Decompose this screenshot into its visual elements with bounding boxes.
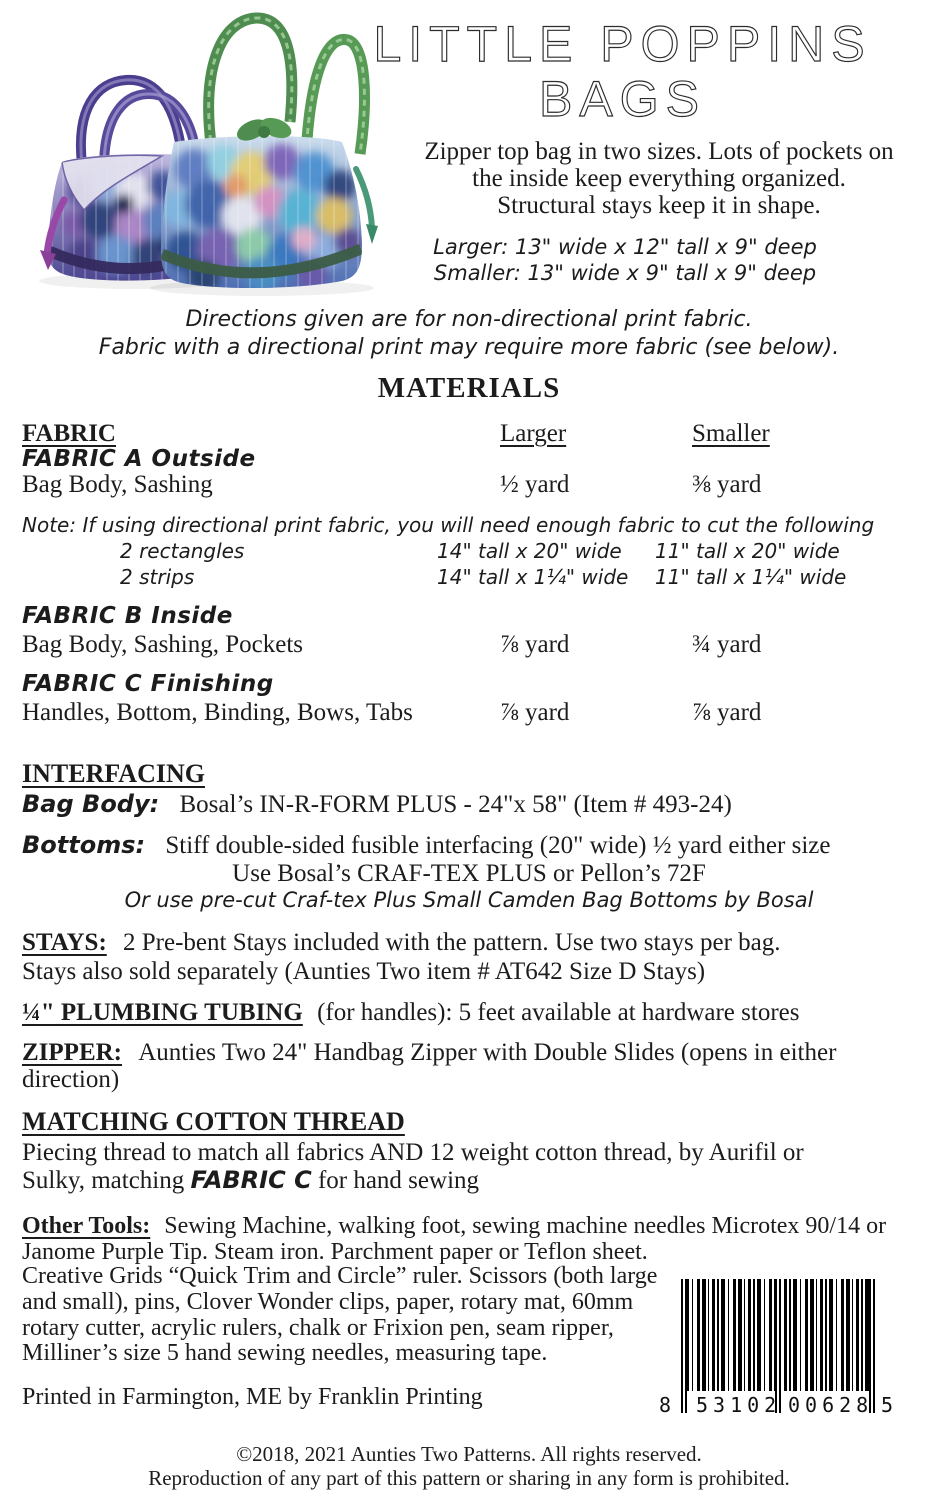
- fabric-a-smaller: ⅜ yard: [692, 471, 762, 498]
- size-smaller: Smaller: 13" wide x 9" tall x 9" deep: [433, 261, 817, 285]
- fabric-b-items: Bag Body, Sashing, Pockets: [22, 631, 304, 658]
- barcode-digit-right: 5: [881, 1393, 894, 1417]
- barcode-group1: 53102: [696, 1393, 782, 1417]
- size-larger: Larger: 13" wide x 12" tall x 9" deep: [433, 235, 817, 259]
- barcode-digit-left: 8: [659, 1393, 672, 1417]
- note-row-strips: [22, 565, 916, 589]
- thread-line2-before: Sulky, matching: [22, 1167, 191, 1194]
- interfacing-use-line: Use Bosal’s CRAF-TEX PLUS or Pellon’s 72F: [232, 860, 706, 887]
- materials-table-header: [22, 420, 916, 448]
- fabric-c-smaller: ⅞ yard: [692, 699, 762, 726]
- other-tools-row1: [22, 1213, 916, 1240]
- tubing-row: [22, 999, 916, 1027]
- fabric-c-heading: FABRIC C Finishing: [22, 671, 274, 697]
- other-tools-line: and small), pins, Clover Wonder clips, paper, rotary mat, 60mm: [22, 1289, 634, 1315]
- description-line: Zipper top bag in two sizes. Lots of pockets on: [424, 138, 894, 165]
- fabric-a-larger: ½ yard: [500, 471, 570, 498]
- other-tools-text1: Sewing Machine, walking foot, sewing machine needles Microtex 90/14 or: [164, 1213, 887, 1239]
- note-item: 2 rectangles: [120, 539, 245, 563]
- materials-heading: MATERIALS: [377, 372, 561, 404]
- bottoms-text: Stiff double-sided fusible interfacing (20" wide) ½ yard either size: [165, 832, 831, 859]
- interfacing-heading: INTERFACING: [22, 759, 205, 788]
- column-header-larger: Larger: [500, 420, 567, 447]
- other-tools-line: Janome Purple Tip. Steam iron. Parchment paper or Teflon sheet.: [22, 1239, 648, 1265]
- page-title: [350, 16, 895, 126]
- fabric-a-row: [22, 471, 916, 499]
- bag-description: [380, 138, 938, 219]
- fabric-b-smaller: ¾ yard: [692, 631, 762, 658]
- other-tools-line: Creative Grids “Quick Trim and Circle” ruler. Scissors (both large: [22, 1263, 658, 1289]
- stays-label: STAYS:: [22, 929, 107, 956]
- directions-line2: Fabric with a directional print may require more fabric (see below).: [98, 335, 840, 360]
- directional-print-note: [0, 306, 938, 362]
- fabric-a-heading: FABRIC A Outside: [22, 446, 256, 472]
- note-item: 2 strips: [120, 565, 195, 589]
- barcode: [655, 1279, 895, 1429]
- description-line: Structural stays keep it in shape.: [497, 192, 821, 219]
- thread-line2: [22, 1166, 916, 1195]
- directions-line1: Directions given are for non-directional print fabric.: [185, 307, 753, 332]
- fabric-a-items: Bag Body, Sashing: [22, 471, 213, 498]
- interfacing-bottoms-row: [22, 831, 916, 860]
- barcode-guard-left: [681, 1279, 687, 1413]
- size-specs: [350, 234, 900, 286]
- fabric-b-larger: ⅞ yard: [500, 631, 570, 658]
- footer-reproduction: Reproduction of any part of this pattern or sharing in any form is prohibited.: [148, 1466, 790, 1490]
- stays-row2: Stays also sold separately (Aunties Two item # AT642 Size D Stays): [22, 958, 706, 985]
- bottoms-label: Bottoms:: [22, 831, 146, 859]
- product-photo: [4, 4, 388, 296]
- other-tools-line: Milliner’s size 5 hand sewing needles, measuring tape.: [22, 1340, 548, 1366]
- fabric-c-larger: ⅞ yard: [500, 699, 570, 726]
- note-row-rectangles: [22, 539, 916, 563]
- fabric-c-row: [22, 699, 916, 727]
- barcode-group2: 00628: [788, 1393, 874, 1417]
- bag-body-text: Bosal’s IN-R-FORM PLUS - 24"x 58" (Item # 493-24): [179, 791, 732, 818]
- stays-text1: 2 Pre-bent Stays included with the pattern. Use two stays per bag.: [123, 929, 781, 956]
- note-larger: 14" tall x 20" wide: [437, 539, 622, 563]
- fabric-c-reference: FABRIC C: [190, 1166, 312, 1194]
- interfacing-precut-line: Or use pre-cut Craf-tex Plus Small Camden Bag Bottoms by Bosal: [124, 888, 814, 912]
- column-header-smaller: Smaller: [692, 420, 770, 447]
- zipper-text1: Aunties Two 24" Handbag Zipper with Double Slides (opens in either: [138, 1039, 837, 1066]
- thread-heading: MATCHING COTTON THREAD: [22, 1107, 405, 1136]
- title-line2: BAGS: [539, 71, 706, 127]
- note-smaller: 11" tall x 20" wide: [655, 539, 840, 563]
- directional-cut-note: Note: If using directional print fabric, you will need enough fabric to cut the following: [22, 513, 875, 537]
- zipper-row2: direction): [22, 1066, 120, 1093]
- thread-line2-after: for hand sewing: [317, 1167, 480, 1194]
- interfacing-bag-body-row: [22, 790, 916, 819]
- stays-row1: [22, 929, 916, 957]
- tubing-text: (for handles): 5 feet available at hardware stores: [317, 999, 800, 1026]
- bag-body-label: Bag Body:: [22, 790, 160, 818]
- zipper-row1: [22, 1039, 916, 1067]
- printed-note: Printed in Farmington, ME by Franklin Printing: [22, 1384, 483, 1410]
- footer-copyright: ©2018, 2021 Aunties Two Patterns. All rights reserved.: [236, 1442, 702, 1466]
- zipper-label: ZIPPER:: [22, 1039, 122, 1066]
- note-smaller: 11" tall x 1¼" wide: [655, 565, 847, 589]
- bags-illustration: [4, 4, 388, 296]
- fabric-b-row: [22, 631, 916, 659]
- tubing-label: ¼" PLUMBING TUBING: [22, 999, 303, 1026]
- fabric-b-heading: FABRIC B Inside: [22, 603, 233, 629]
- description-line: the inside keep everything organized.: [472, 165, 846, 192]
- fabric-c-items: Handles, Bottom, Binding, Bows, Tabs: [22, 699, 413, 726]
- other-tools-label: Other Tools:: [22, 1213, 151, 1239]
- column-header-fabric: FABRIC: [22, 420, 116, 447]
- other-tools-line: rotary cutter, acrylic rulers, chalk or Frixion pen, seam ripper,: [22, 1315, 614, 1341]
- title-line1: LITTLE POPPINS: [373, 16, 872, 72]
- note-larger: 14" tall x 1¼" wide: [437, 565, 629, 589]
- thread-line1: Piecing thread to match all fabrics AND 12 weight cotton thread, by Aurifil or: [22, 1139, 804, 1166]
